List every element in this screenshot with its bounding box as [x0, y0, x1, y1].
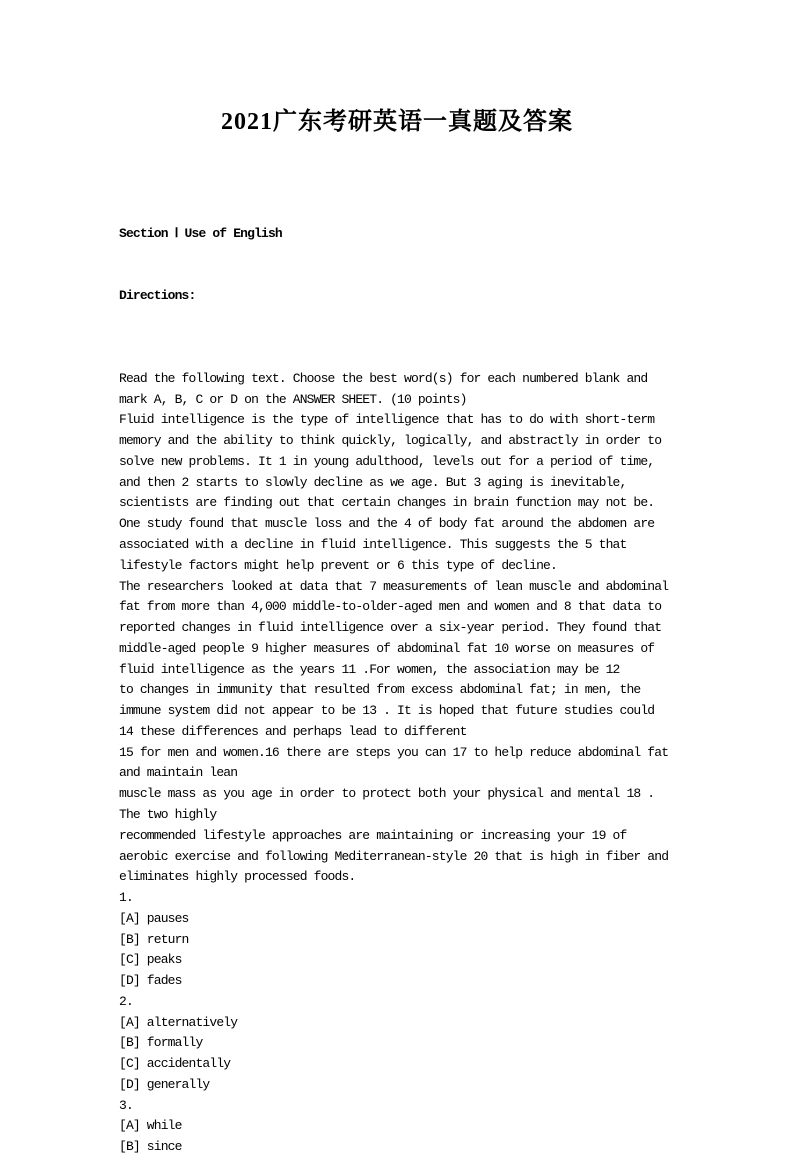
passage-line: reported changes in fluid intelligence over a six-year period. They found that: [119, 620, 662, 636]
passage-line: muscle mass as you age in order to protect both your physical and mental 18 .: [119, 786, 655, 802]
passage-line: fluid intelligence as the years 11 .For women, the association may be 12: [119, 661, 620, 677]
question-option: [D] generally: [119, 1076, 210, 1092]
page-title: 2021广东考研英语一真题及答案: [221, 109, 573, 135]
directions-label: Directions:: [119, 287, 196, 303]
question-number: 1.: [119, 890, 133, 906]
question-option: [B] formally: [119, 1035, 203, 1051]
question-option: [C] accidentally: [119, 1056, 231, 1072]
passage-line: associated with a decline in fluid intelligence. This suggests the 5 that: [119, 537, 627, 553]
question-option: [A] while: [119, 1118, 182, 1134]
passage-line: 14 these differences and perhaps lead to different: [119, 723, 467, 739]
section-heading: Section Ⅰ Use of English: [119, 225, 282, 241]
passage-line: to changes in immunity that resulted from excess abdominal fat; in men, the: [119, 682, 641, 698]
question-option: [A] alternatively: [119, 1014, 238, 1030]
passage-line: fat from more than 4,000 middle-to-older-aged men and women and 8 that data to: [119, 599, 662, 615]
passage-line: One study found that muscle loss and the 4 of body fat around the abdomen are: [119, 516, 655, 532]
question-number: 2.: [119, 993, 133, 1009]
question-number: 3.: [119, 1097, 133, 1113]
passage-line: recommended lifestyle approaches are maintaining or increasing your 19 of: [119, 827, 627, 843]
passage-line: memory and the ability to think quickly, logically, and abstractly in order to: [119, 433, 662, 449]
question-option: [B] since: [119, 1139, 182, 1155]
question-option: [A] pauses: [119, 910, 189, 926]
passage-line: 15 for men and women.16 there are steps you can 17 to help reduce abdominal fat: [119, 744, 669, 760]
passage-line: The two highly: [119, 806, 217, 822]
passage-line: and maintain lean: [119, 765, 238, 781]
passage-line: eliminates highly processed foods.: [119, 869, 356, 885]
question-option: [D] fades: [119, 973, 182, 989]
document-body: [119, 182, 699, 1158]
directions-line: mark A, B, C or D on the ANSWER SHEET. (10 points): [119, 391, 467, 407]
passage-line: Fluid intelligence is the type of intelligence that has to do with short-term: [119, 412, 655, 428]
passage-line: and then 2 starts to slowly decline as we age. But 3 aging is inevitable,: [119, 474, 627, 490]
passage-line: The researchers looked at data that 7 measurements of lean muscle and abdominal: [119, 578, 669, 594]
passage-line: aerobic exercise and following Mediterranean-style 20 that is high in fiber and: [119, 848, 669, 864]
passage-line: solve new problems. It 1 in young adulthood, levels out for a period of time,: [119, 453, 655, 469]
passage-line: lifestyle factors might help prevent or 6 this type of decline.: [119, 557, 557, 573]
directions-line: Read the following text. Choose the best word(s) for each numbered blank and: [119, 370, 648, 386]
passage-line: scientists are finding out that certain changes in brain function may not be.: [119, 495, 655, 511]
question-option: [B] return: [119, 931, 189, 947]
passage-line: middle-aged people 9 higher measures of abdominal fat 10 worse on measures of: [119, 640, 655, 656]
passage-line: immune system did not appear to be 13 . It is hoped that future studies could: [119, 703, 655, 719]
question-option: [C] peaks: [119, 952, 182, 968]
